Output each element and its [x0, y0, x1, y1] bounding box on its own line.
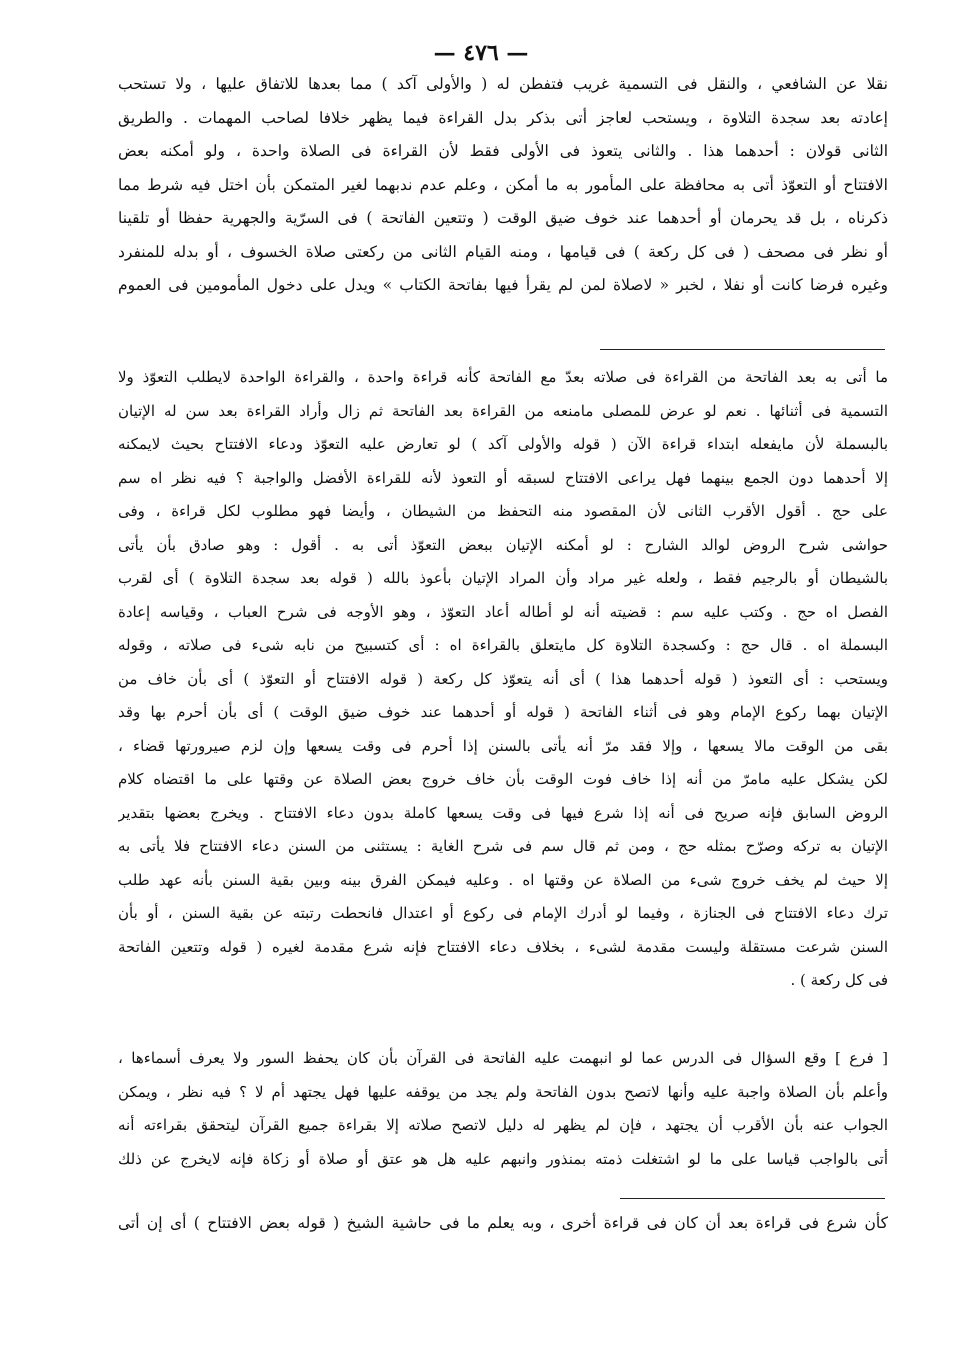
bottom-text [118, 1207, 888, 1241]
text-line: الفصل اه حج . وكتب عليه سم : قضيته أنه لو أطاله أعاد التعوّذ ، وهو الأوجه فى شرح العباب ، وقياسه إعادة [118, 602, 888, 621]
bottom-divider [620, 1198, 885, 1199]
text-line: الافتتاح أو التعوّذ أتى به محافظة على المأمور به ما أمكن ، وعلم عدم ندبهما لغير المتمكن بأن اختل فيه شرط مما [118, 175, 888, 194]
text-line: بقى من الوقت مالا يسعها ، وإلا فقد مرّ أنه يأتى بالسنن إذا أحرم فى وقت يسعها وإن لزم صيرورتها قضاء ، [118, 736, 888, 755]
text-line: على حج . أقول الأقرب الثانى لأن المقصود منه التحفظ من الشيطان ، وأيضا فهو مطلوب لكل قراءة ، وفى [118, 502, 888, 520]
text-line: [ فرع ] وقع السؤال فى الدرس عما لو انبهمت عليه الفاتحة فى القرآن بأن كان يحفظ السور ولا يعرف أسماءها ، [118, 1049, 888, 1067]
text-line: الإتيان بهما ركوع الإمام وهو فى أثناء الفاتحة ( قوله أو أحدهما عند خوف ضيق الوقت ) أى بأن أحرم بها وقد [118, 703, 888, 721]
text-line: فى كل ركعة ) . [790, 971, 888, 989]
footnote-divider [600, 349, 885, 350]
page-number: — ٤٧٦ — [433, 40, 529, 66]
text-line: إلا أحدهما دون الجمع بينهما فهل يراعى الافتتاح لسبقه أو التعوذ لأنه للقراءة الأفضل والواجبة ؟ فيه نظر اه سم [118, 468, 888, 487]
text-line: بالبسملة لأن مايفعله ابتداء قراءة الآن ( قوله والأولى آكد ) لو تعارض عليه التعوّذ ودعاء الافتتاح بحيث لايمكنه [118, 435, 888, 453]
fara-paragraph [118, 1042, 888, 1176]
text-line: ما أتى به بعد الفاتحة من القراءة فى صلاته بعدّ مع الفاتحة كأنه قراءة واحدة ، والقراءة الواحدة لايطلب التعوّذ ولا [118, 368, 888, 386]
text-line: بالشيطان أو بالرجيم فقط ، ولعله غير مراد وأن المراد الإتيان بأعوذ بالله ( قوله بعد سجدة التلاوة ) أى لقرب [118, 569, 888, 587]
text-line: السنن شرعت مستقلة وليست مقدمة لشىء ، بخلاف دعاء الافتتاح فإنه شرع مقدمة لغيره ( قوله وتتعين الفاتحة [118, 937, 888, 956]
text-line: الروض السابق فإنه صريح فى أنه إذا شرع فيها فى وقت يسعها كاملة بدون دعاء الافتتاح . ويخرج بعضها بتقدير [118, 803, 888, 822]
text-line: الجواب عنه بأن الأقرب أن يجتهد ، فإن لم يظهر له دليل لاتصح صلاته إلا بقراءة جميع القرآن ليتحقق بقراءته أنه [118, 1116, 888, 1134]
text-line: وأعلم بأن الصلاة واجبة عليه وأنها لاتصح بدون الفاتحة ولم يجد من يوقفه عليها فهل يجتهد أم لا ؟ فيه نظر ، ويمكن [118, 1082, 888, 1101]
text-line: وغيره فرضا كانت أو نفلا ، لخبر « لاصلاة لمن لم يقرأ فيها بفاتحة الكتاب » ويدل على دخول المأمومين فى العموم [118, 276, 888, 294]
text-line: ويستحب : أى التعوذ ( قوله أحدهما هذا ) أى أنه يتعوّذ كل ركعة ( قوله الافتتاح أو التعوّذ ) أى بأن خاف من [118, 669, 888, 688]
text-line: البسملة اه . قال حج : وكسجدة التلاوة كل مايتعلق بالقراءة اه : أى كتسبيح من نابه شىء فى صلاته ، وقوله [118, 636, 888, 654]
text-line: كأن شرع فى قراءة بعد أن كان فى قراءة أخرى ، وبه يعلم ما فى حاشية الشيخ ( قوله بعض الافتتاح ) أى إن أتى [118, 1214, 888, 1232]
text-line: ترك دعاء الافتتاح فى الجنازة ، وفيما لو أدرك الإمام فى ركوع أو اعتدال فانحطت رتبته عن بقية السنن ، أو بأن [118, 904, 888, 922]
text-line: حواشى شرح الروض لوالد الشارح : لو أمكنه الإتيان ببعض التعوّذ أتى به . أقول : وهو صادق بأن يأتى [118, 535, 888, 554]
text-line: التسمية فى أثنائها . نعم لو عرض للمصلى مامنعه من القراءة بعد الفاتحة ثم زال وأراد القراءة بعد سن له الإتيان [118, 401, 888, 420]
text-line: الثانى قولان : أحدهما هذا . والثانى يتعوذ فى الأولى فقط لأن القراءة فى الصلاة واحدة ، ولو أمكنه بعض [118, 142, 888, 160]
text-line: نقلا عن الشافعي ، والنقل فى التسمية غريب فتفطن له ( والأولى آكد ) مما بعدها للاتفاق عليها ، ولا تستحب [118, 75, 888, 93]
text-line: أتى بالواجب قياسا على ما لو اشتغلت ذمته بمنذور وانبهم عليه هل هو عتق أو صلاة أو زكاة فإنه لايخرج عن ذلك [118, 1149, 888, 1168]
text-line: الإتيان به تركه وصرّح بمثله حج ، ومن ثم قال سم فى شرح الغاية : يستثنى من السنن دعاء الافتتاح فلا يأتى به [118, 837, 888, 855]
text-line: إلا حيث لم يخف خروج شىء من الصلاة عن وقتها اه . وعليه فيمكن الفرق بينه وبين بقية السنن بأنه عهد طلب [118, 870, 888, 889]
main-text [118, 68, 888, 303]
text-line: ذكرناه ، بل قد يحرمان أو أحدهما عند خوف ضيق الوقت ( وتتعين الفاتحة ) فى السرّية والجهرية حفظا أو تلقينا [118, 209, 888, 227]
footnote-text [118, 361, 888, 998]
text-line: لكن يشكل عليه مامرّ من أنه إذا خاف فوت الوقت بأن خاف خروج بعض الصلاة عن وقتها على ما اقتضاه كلام [118, 770, 888, 788]
text-line: إعادته بعد سجدة التلاوة ، ويستحب لعاجز أتى بذكر بدل القراءة فيما يظهر خلافا لصاحب المهمات . والطريق [118, 108, 888, 127]
text-line: أو نظر فى مصحف ( فى كل ركعة ) فى قيامها ، ومنه القيام الثانى من ركعتى صلاة الخسوف ، أو بدله للمنفرد [118, 242, 888, 261]
